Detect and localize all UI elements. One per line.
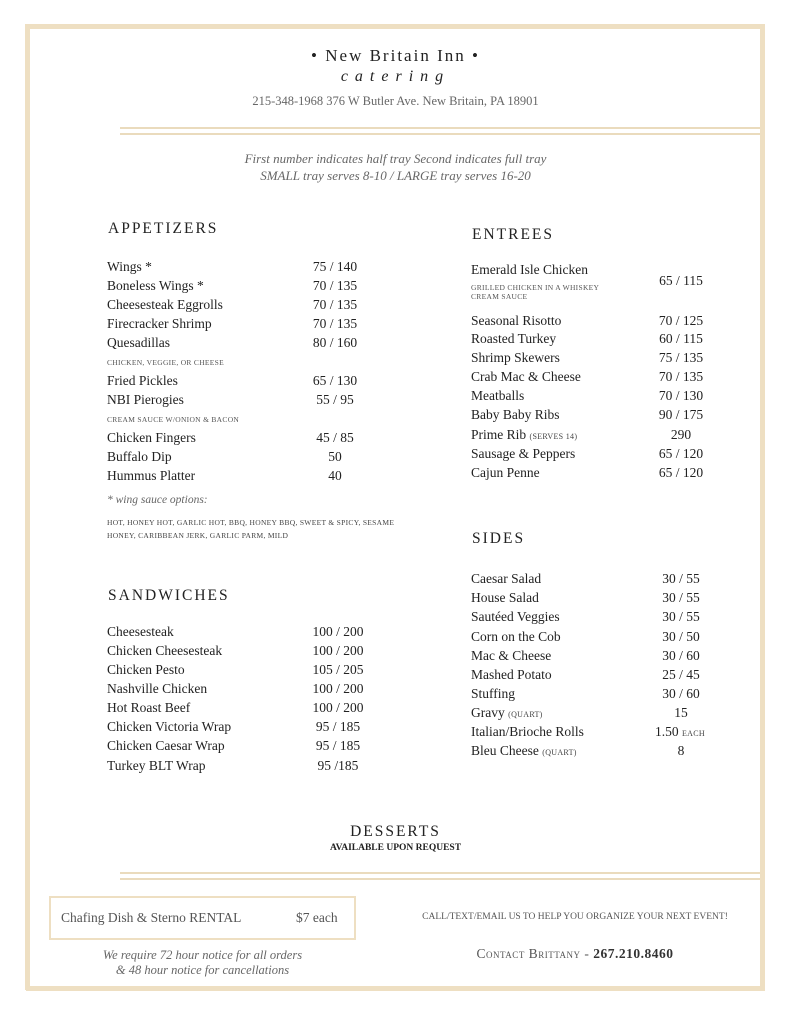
item-price: 25 / 45 (662, 667, 700, 682)
appetizers-heading: APPETIZERS (108, 220, 219, 237)
item-qualifier: (QUART) (508, 710, 543, 719)
menu-item (471, 648, 741, 667)
item-name: Cheesesteak Eggrolls (107, 297, 223, 312)
wing-sauce-options: HOT, HONEY HOT, GARLIC HOT, BBQ, HONEY BBQ, SWEET & SPICY, SESAME HONEY, CARIBBEAN JERK, GARLIC PARM, MILD (107, 518, 395, 540)
item-price: 105 / 205 (312, 662, 364, 677)
item-name: Cajun Penne (471, 465, 540, 480)
menu-item (471, 465, 741, 484)
item-name: Turkey BLT Wrap (107, 758, 206, 773)
item-price: 80 / 160 (312, 335, 358, 350)
menu-item (471, 609, 741, 628)
contact-phone: 267.210.8460 (593, 946, 674, 961)
item-price: 30 / 55 (662, 609, 700, 624)
item-qualifier: (SERVES 14) (529, 432, 578, 441)
menu-item (107, 681, 407, 700)
footer-divider (120, 878, 760, 880)
item-price: 75 / 140 (312, 259, 358, 274)
item-name: Corn on the Cob (471, 629, 561, 644)
item-name-text: Gravy (471, 705, 505, 720)
item-name (471, 743, 577, 759)
menu-item (107, 278, 407, 297)
item-name: Fried Pickles (107, 373, 178, 388)
menu-item (107, 297, 407, 316)
catering-subtitle: catering (340, 68, 451, 85)
item-price: 70 / 135 (658, 369, 704, 384)
item-price: 70 / 135 (312, 316, 358, 331)
menu-item (471, 705, 741, 724)
menu-item (471, 350, 741, 369)
item-name: Shrimp Skewers (471, 350, 560, 365)
contact-line (415, 946, 735, 962)
item-name: Seasonal Risotto (471, 313, 562, 328)
menu-item (107, 316, 407, 335)
menu-item (471, 446, 741, 465)
menu-item (471, 388, 741, 407)
item-price: 50 (328, 449, 342, 464)
menu-item (471, 331, 741, 350)
header-divider (120, 133, 760, 135)
item-price: 45 / 85 (316, 430, 354, 445)
item-price: 30 / 55 (662, 590, 700, 605)
menu-item (107, 719, 407, 738)
item-price: 40 (328, 468, 342, 483)
item-price: 70 / 135 (312, 297, 358, 312)
item-name: Baby Baby Ribs (471, 407, 560, 422)
item-name: Roasted Turkey (471, 331, 557, 346)
item-name: Sausage & Peppers (471, 446, 576, 461)
item-name: Hummus Platter (107, 468, 196, 483)
item-note: CHICKEN, VEGGIE, OR CHEESE (107, 358, 225, 367)
menu-item (471, 262, 741, 288)
menu-item (107, 259, 407, 278)
item-price: 100 / 200 (312, 681, 364, 696)
menu-item (471, 571, 741, 590)
item-price: 15 (674, 705, 688, 720)
wing-sauce-heading: * wing sauce options: (107, 494, 208, 506)
menu-item (107, 700, 407, 719)
item-price-suffix: EACH (682, 729, 705, 738)
item-name: Meatballs (471, 388, 525, 403)
item-price: 90 / 175 (658, 407, 704, 422)
menu-item (107, 662, 407, 681)
contact-name: Contact Brittany - (476, 946, 590, 961)
item-name: Hot Roast Beef (107, 700, 191, 715)
item-price: 55 / 95 (316, 392, 354, 407)
item-price-value: 1.50 (655, 724, 679, 739)
sides-heading: SIDES (472, 530, 526, 547)
menu-item (471, 313, 741, 332)
sandwiches-heading: SANDWICHES (108, 587, 230, 604)
item-price: 70 / 135 (312, 278, 358, 293)
item-name: Firecracker Shrimp (107, 316, 212, 331)
item-price: 100 / 200 (312, 624, 364, 639)
page-border-top (26, 24, 765, 29)
menu-item (471, 667, 741, 686)
item-name: Chicken Victoria Wrap (107, 719, 232, 734)
item-name: Chicken Fingers (107, 430, 196, 445)
item-name: Sautéed Veggies (471, 609, 560, 624)
call-to-action: CALL/TEXT/EMAIL US TO HELP YOU ORGANIZE YOUR NEXT EVENT! (422, 912, 728, 922)
desserts-heading: DESSERTS (350, 823, 441, 840)
item-price: 65 / 130 (312, 373, 358, 388)
item-name: Stuffing (471, 686, 516, 701)
item-price: 65 / 115 (659, 273, 703, 288)
menu-item (107, 392, 407, 411)
menu-item (471, 407, 741, 426)
chafing-rental-box (49, 896, 356, 940)
menu-item (471, 369, 741, 388)
item-price: 8 (677, 743, 685, 758)
item-price: 75 / 135 (658, 350, 704, 365)
entrees-heading: ENTREES (472, 226, 555, 243)
menu-item (107, 624, 407, 643)
item-name: House Salad (471, 590, 539, 605)
page-border-bottom (26, 986, 765, 991)
item-price: 95 /185 (317, 758, 359, 773)
item-name: NBI Pierogies (107, 392, 184, 407)
item-name: Buffalo Dip (107, 449, 172, 464)
menu-item (471, 590, 741, 609)
menu-item (107, 335, 407, 354)
item-name: Mashed Potato (471, 667, 552, 682)
item-name: Quesadillas (107, 335, 170, 350)
item-price (641, 724, 755, 740)
item-name (471, 427, 577, 443)
item-price: 30 / 60 (662, 648, 700, 663)
menu-item (107, 738, 407, 757)
menu-item (107, 430, 407, 449)
menu-item (471, 629, 741, 648)
item-price: 95 / 185 (315, 738, 361, 753)
item-name: Chicken Pesto (107, 662, 185, 677)
menu-item (107, 468, 407, 487)
tray-note-line2: SMALL tray serves 8-10 / LARGE tray serves 16-20 (260, 168, 531, 183)
tray-note-line1: First number indicates half tray Second indicates full tray (244, 151, 547, 166)
cancellation-notice: & 48 hour notice for cancellations (115, 963, 290, 977)
item-qualifier: (QUART) (542, 748, 577, 757)
item-price: 95 / 185 (315, 719, 361, 734)
item-name: Chicken Cheesesteak (107, 643, 223, 658)
item-price: 100 / 200 (312, 700, 364, 715)
item-name-text: Prime Rib (471, 427, 527, 442)
desserts-subtitle: AVAILABLE UPON REQUEST (329, 843, 462, 853)
footer-divider (120, 872, 760, 874)
item-price: 65 / 120 (658, 465, 704, 480)
item-name: Emerald Isle Chicken (471, 262, 588, 277)
menu-item (107, 373, 407, 392)
item-name: Mac & Cheese (471, 648, 552, 663)
item-price: 100 / 200 (312, 643, 364, 658)
item-price: 60 / 115 (659, 331, 703, 346)
item-price: 65 / 120 (658, 446, 704, 461)
item-price: 30 / 55 (662, 571, 700, 586)
menu-item (107, 643, 407, 662)
item-name: Boneless Wings * (107, 278, 204, 293)
menu-item (471, 427, 741, 446)
item-note: GRILLED CHICKEN IN A WHISKEY CREAM SAUCE (471, 283, 599, 301)
order-notice: We require 72 hour notice for all orders (102, 948, 303, 962)
item-name: Caesar Salad (471, 571, 542, 586)
item-name-text: Bleu Cheese (471, 743, 539, 758)
contact-address: 215-348-1968 376 W Butler Ave. New Britain, PA 18901 (252, 94, 539, 108)
item-name (471, 705, 543, 721)
item-name: Italian/Brioche Rolls (471, 724, 584, 739)
item-price: 30 / 50 (662, 629, 700, 644)
menu-item (471, 686, 741, 705)
item-name: Nashville Chicken (107, 681, 208, 696)
menu-item (107, 449, 407, 468)
menu-item (471, 724, 741, 743)
item-note: CREAM SAUCE W/ONION & BACON (107, 415, 240, 424)
header-divider (120, 127, 760, 129)
chafing-price: $7 each (296, 910, 338, 925)
item-price: 290 (670, 427, 692, 442)
item-price: 70 / 125 (658, 313, 704, 328)
item-name: Chicken Caesar Wrap (107, 738, 225, 753)
item-price: 70 / 130 (658, 388, 704, 403)
item-name: Wings * (107, 259, 152, 274)
chafing-label: Chafing Dish & Sterno RENTAL (61, 910, 242, 925)
item-name: Crab Mac & Cheese (471, 369, 581, 384)
menu-item (107, 758, 407, 777)
item-price: 30 / 60 (662, 686, 700, 701)
restaurant-name: • New Britain Inn • (311, 46, 480, 65)
item-name: Cheesesteak (107, 624, 174, 639)
menu-item (471, 743, 741, 762)
